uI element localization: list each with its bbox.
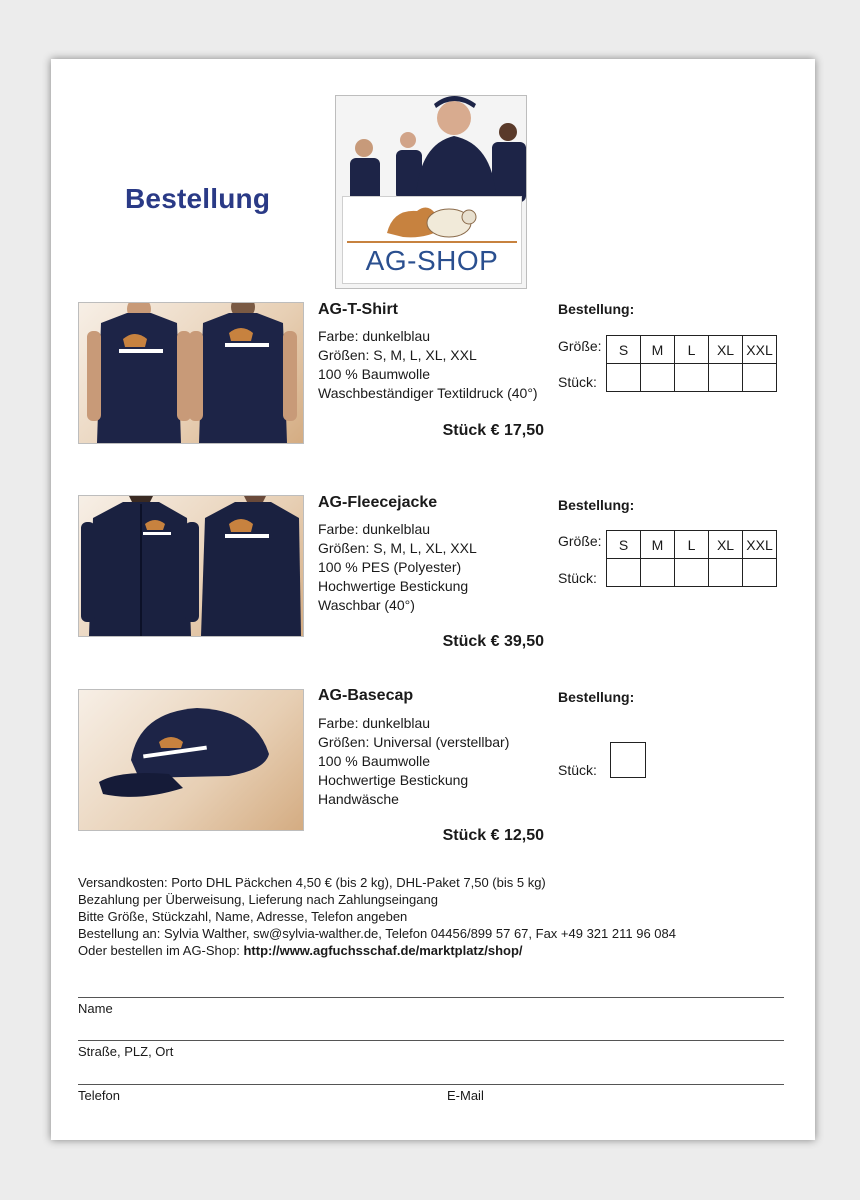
product-name: AG-T-Shirt — [318, 301, 398, 318]
detail-line: Größen: S, M, L, XL, XXL — [318, 540, 477, 556]
qty-cell-xxl[interactable] — [743, 364, 777, 392]
logo-divider — [347, 241, 517, 243]
fleece-jacket-icon — [79, 496, 303, 636]
size-qty-grid — [606, 335, 777, 392]
basecap-icon — [79, 690, 303, 830]
fox-sheep-icon — [383, 199, 483, 241]
phone-label: Telefon — [78, 1088, 120, 1103]
size-l: L — [675, 531, 709, 559]
detail-line: Waschbar (40°) — [318, 597, 415, 613]
size-xl: XL — [709, 336, 743, 364]
email-label: E-Mail — [447, 1088, 484, 1103]
order-label: Bestellung: — [558, 497, 635, 513]
detail-line: Hochwertige Bestickung — [318, 772, 469, 788]
detail-line: Farbe: dunkelblau — [318, 715, 431, 731]
qty-cell-m[interactable] — [641, 559, 675, 587]
page-title: Bestellung — [125, 183, 271, 214]
detail-line: Farbe: dunkelblau — [318, 521, 431, 537]
product-details — [318, 520, 477, 615]
size-m: M — [641, 336, 675, 364]
size-m: M — [641, 531, 675, 559]
detail-line: Größen: S, M, L, XL, XXL — [318, 347, 477, 363]
shop-link[interactable]: http://www.agfuchsschaf.de/marktplatz/shop/ — [243, 943, 523, 958]
name-line[interactable] — [78, 997, 784, 998]
product-details — [318, 327, 538, 403]
size-xxl: XXL — [743, 336, 777, 364]
address-label: Straße, PLZ, Ort — [78, 1044, 174, 1059]
detail-line: 100 % PES (Polyester) — [318, 559, 462, 575]
detail-line: Größen: Universal (verstellbar) — [318, 734, 510, 750]
ag-shop-logo — [335, 95, 527, 289]
basecap-image — [78, 689, 304, 831]
product-details — [318, 714, 509, 809]
tshirt-image — [78, 302, 304, 444]
qty-label: Stück: — [558, 762, 597, 778]
name-label: Name — [78, 1001, 113, 1016]
size-xxl: XXL — [743, 531, 777, 559]
detail-line: Handwäsche — [318, 791, 399, 807]
shipping-info — [78, 874, 798, 959]
product-price: Stück € 12,50 — [442, 827, 544, 844]
shop-prefix: Oder bestellen im AG-Shop: — [78, 943, 240, 958]
detail-line: Farbe: dunkelblau — [318, 328, 431, 344]
info-line: Bitte Größe, Stückzahl, Name, Adresse, Telefon angeben — [78, 909, 408, 924]
qty-cell-xl[interactable] — [709, 364, 743, 392]
qty-cell-xxl[interactable] — [743, 559, 777, 587]
size-s: S — [607, 336, 641, 364]
detail-line: Hochwertige Bestickung — [318, 578, 469, 594]
product-name: AG-Fleecejacke — [318, 494, 438, 511]
qty-cell-s[interactable] — [607, 559, 641, 587]
fleece-jacket-image — [78, 495, 304, 637]
qty-cell-m[interactable] — [641, 364, 675, 392]
info-line: Bestellung an: Sylvia Walther, sw@sylvia-walther.de, Telefon 04456/899 57 67, Fax +49 321 211 96 084 — [78, 926, 676, 941]
detail-line: Waschbeständiger Textildruck (40°) — [318, 385, 538, 401]
logo-plate — [342, 196, 522, 284]
qty-label: Stück: — [558, 374, 597, 390]
size-label: Größe: — [558, 533, 602, 549]
order-label: Bestellung: — [558, 689, 635, 705]
qty-cell-l[interactable] — [675, 559, 709, 587]
product-price: Stück € 17,50 — [442, 422, 544, 439]
order-label: Bestellung: — [558, 301, 635, 317]
info-line: Bezahlung per Überweisung, Lieferung nach Zahlungseingang — [78, 892, 438, 907]
product-name: AG-Basecap — [318, 687, 414, 704]
size-qty-grid — [606, 530, 777, 587]
shop-line — [78, 942, 798, 959]
qty-cell-xl[interactable] — [709, 559, 743, 587]
size-l: L — [675, 336, 709, 364]
order-form-sheet — [51, 59, 815, 1140]
detail-line: 100 % Baumwolle — [318, 753, 431, 769]
address-line[interactable] — [78, 1040, 784, 1041]
phone-email-line[interactable] — [78, 1084, 784, 1085]
logo-text: AG-SHOP — [365, 245, 499, 276]
size-s: S — [607, 531, 641, 559]
product-price: Stück € 39,50 — [442, 633, 544, 650]
qty-cell-l[interactable] — [675, 364, 709, 392]
detail-line: 100 % Baumwolle — [318, 366, 431, 382]
basecap-qty-box[interactable] — [610, 742, 646, 778]
tshirt-icon — [79, 303, 303, 443]
size-label: Größe: — [558, 338, 602, 354]
qty-label: Stück: — [558, 570, 597, 586]
size-xl: XL — [709, 531, 743, 559]
info-line: Versandkosten: Porto DHL Päckchen 4,50 € (bis 2 kg), DHL-Paket 7,50 (bis 5 kg) — [78, 875, 546, 890]
qty-cell-s[interactable] — [607, 364, 641, 392]
